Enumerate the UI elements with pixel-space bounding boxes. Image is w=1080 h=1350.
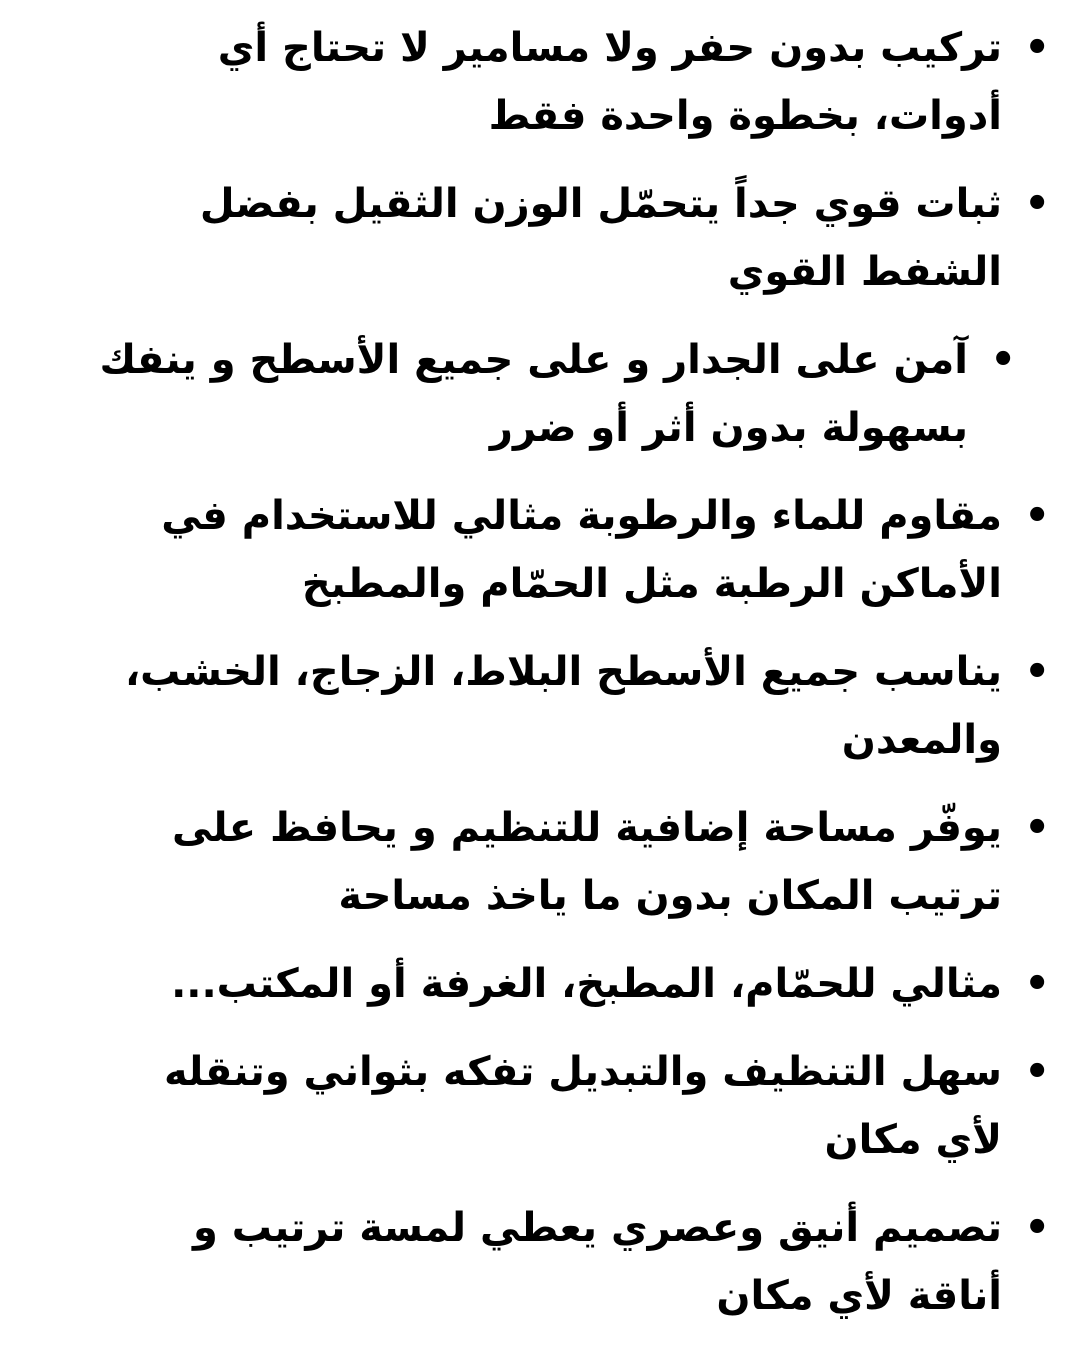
feature-item <box>88 1194 1050 1330</box>
bullet-icon: • <box>1024 181 1050 227</box>
feature-text: مقاوم للماء والرطوبة مثالي للاستخدام في الأماكن الرطبة مثل الحمّام والمطبخ <box>161 493 1002 607</box>
feature-item <box>88 638 1050 774</box>
feature-item <box>88 1038 1050 1174</box>
bullet-icon: • <box>990 337 1016 383</box>
bullet-icon: • <box>1024 805 1050 851</box>
feature-list <box>88 14 1050 1330</box>
feature-item <box>88 482 1050 618</box>
feature-text: تصميم أنيق وعصري يعطي لمسة ترتيب و أناقة لأي مكان <box>192 1205 1002 1319</box>
feature-item <box>88 794 1050 930</box>
bullet-icon: • <box>1024 649 1050 695</box>
feature-text: ثبات قوي جداً يتحمّل الوزن الثقيل بفضل الشفط القوي <box>199 181 1002 295</box>
bullet-icon: • <box>1024 25 1050 71</box>
feature-text: آمن على الجدار و على جميع الأسطح و ينفك بسهولة بدون أثر أو ضرر <box>99 337 968 451</box>
feature-text: يوفّر مساحة إضافية للتنظيم و يحافظ على ترتيب المكان بدون ما ياخذ مساحة <box>172 805 1002 919</box>
feature-item <box>88 14 1050 150</box>
feature-text: مثالي للحمّام، المطبخ، الغرفة أو المكتب... <box>171 961 1002 1007</box>
bullet-icon: • <box>1024 961 1050 1007</box>
bullet-icon: • <box>1024 1205 1050 1251</box>
feature-item <box>88 950 1050 1018</box>
feature-text: تركيب بدون حفر ولا مسامير لا تحتاج أي أدوات، بخطوة واحدة فقط <box>217 25 1002 139</box>
feature-item <box>88 170 1050 306</box>
bullet-icon: • <box>1024 493 1050 539</box>
feature-item <box>88 326 1050 462</box>
feature-text: يناسب جميع الأسطح البلاط، الزجاج، الخشب، والمعدن <box>124 649 1002 763</box>
bullet-icon: • <box>1024 1049 1050 1095</box>
feature-text: سهل التنظيف والتبديل تفكه بثواني وتنقله لأي مكان <box>163 1049 1002 1163</box>
